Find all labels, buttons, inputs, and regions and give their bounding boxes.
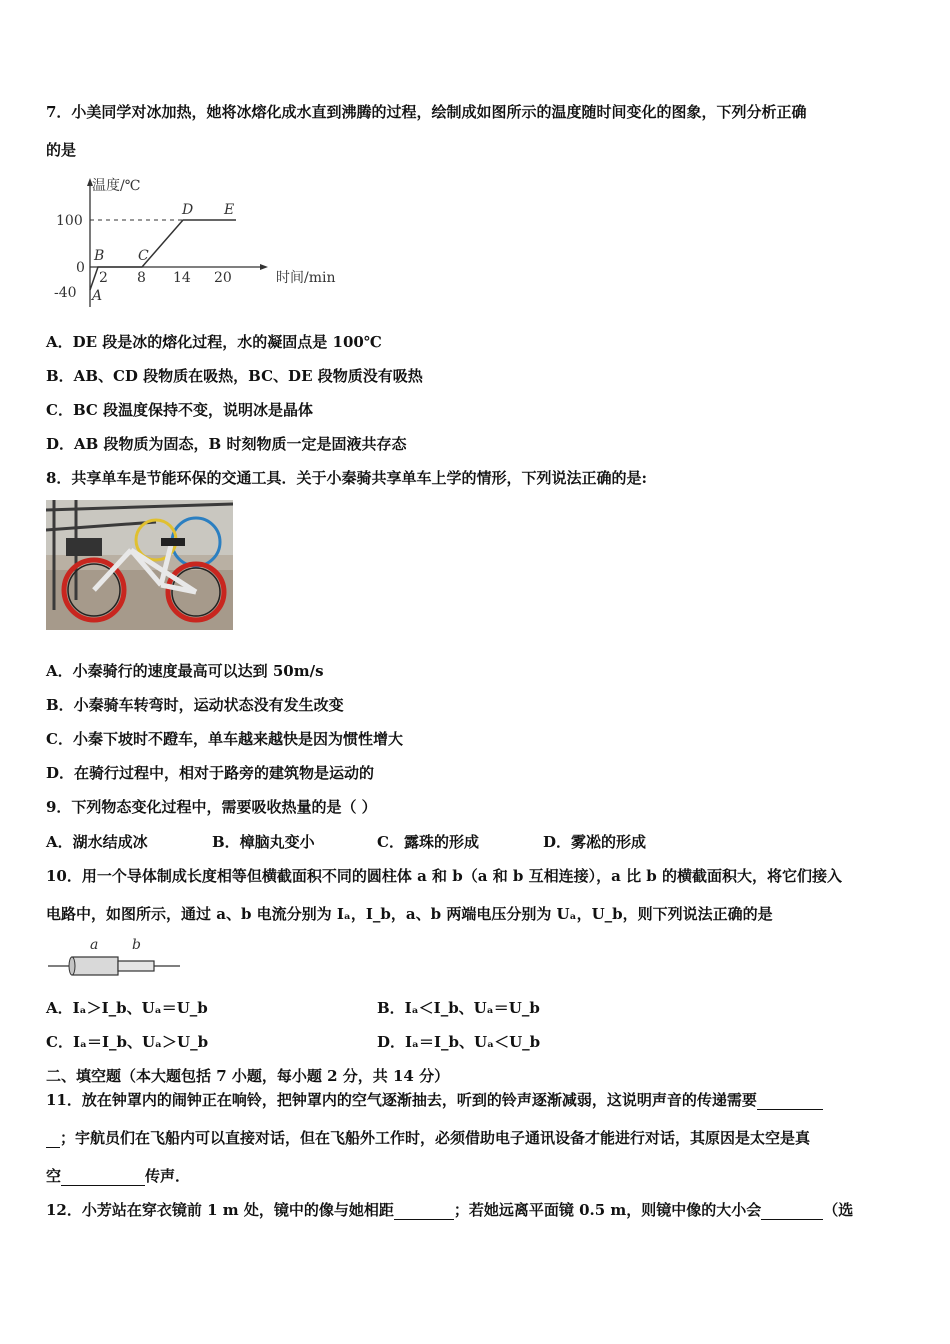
y-tick-100: 100 bbox=[56, 213, 83, 229]
q7-option-d[interactable]: D．AB 段物质为固态，B 时刻物质一定是固液共存态 bbox=[46, 435, 407, 453]
x-axis-arrow bbox=[260, 264, 268, 270]
y-tick-neg40: -40 bbox=[54, 285, 77, 301]
point-c-label: C bbox=[138, 248, 149, 264]
x-tick-14: 14 bbox=[173, 270, 191, 286]
q11-blank1[interactable] bbox=[757, 1095, 823, 1110]
x-tick-20: 20 bbox=[214, 270, 232, 286]
y-tick-0: 0 bbox=[76, 260, 85, 276]
point-a-label: A bbox=[92, 288, 103, 304]
q9-stem: 9．下列物态变化过程中，需要吸收热量的是（ ） bbox=[46, 798, 377, 816]
q10-option-a[interactable]: A．Iₐ＞I_b、Uₐ＝U_b bbox=[46, 999, 208, 1017]
section-2-heading: 二、填空题（本大题包括 7 小题，每小题 2 分，共 14 分） bbox=[46, 1067, 450, 1085]
label-a: a bbox=[90, 937, 99, 953]
conductor-diagram bbox=[46, 935, 186, 985]
cylinder-b bbox=[118, 961, 154, 971]
q8-stem: 8．共享单车是节能环保的交通工具．关于小秦骑共享单车上学的情形，下列说法正确的是: bbox=[46, 469, 647, 487]
label-b: b bbox=[132, 937, 141, 953]
point-e-label: E bbox=[224, 202, 235, 218]
q11-text3b: 传声． bbox=[145, 1167, 191, 1185]
q7-option-a[interactable]: A．DE 段是冰的熔化过程，水的凝固点是 100℃ bbox=[46, 333, 382, 351]
x-axis-label: 时间/min bbox=[276, 270, 336, 286]
q9-option-c[interactable]: C．露珠的形成 bbox=[377, 833, 479, 851]
shared-bike-photo bbox=[46, 500, 233, 630]
cylinder-a bbox=[72, 957, 118, 975]
q12-text2: ；若她远离平面镜 0.5 m，则镜中像的大小会 bbox=[453, 1201, 762, 1219]
temperature-time-graph bbox=[46, 172, 336, 312]
point-d-label: D bbox=[182, 202, 194, 218]
q7-option-c[interactable]: C．BC 段温度保持不变，说明冰是晶体 bbox=[46, 401, 314, 419]
q8-option-b[interactable]: B．小秦骑车转弯时，运动状态没有发生改变 bbox=[46, 696, 344, 714]
q11-line2 bbox=[46, 1128, 810, 1148]
q10-option-c[interactable]: C．Iₐ＝I_b、Uₐ＞U_b bbox=[46, 1033, 209, 1051]
q11-blank1-continued[interactable] bbox=[46, 1133, 60, 1148]
q11-blank2[interactable] bbox=[61, 1171, 145, 1186]
q7-stem-line2: 的是 bbox=[46, 141, 77, 159]
point-b-label: B bbox=[94, 248, 105, 264]
q11-line3 bbox=[46, 1166, 190, 1186]
q9-option-a[interactable]: A．湖水结成冰 bbox=[46, 833, 148, 851]
x-tick-2: 2 bbox=[99, 270, 108, 286]
q11-text3a: 空 bbox=[46, 1167, 62, 1185]
q8-option-a[interactable]: A．小秦骑行的速度最高可以达到 50m/s bbox=[46, 662, 324, 680]
q10-stem-line2: 电路中，如图所示，通过 a、b 电流分别为 Iₐ，I_b，a、b 两端电压分别为 Uₐ，U_b，则下列说法正确的是 bbox=[46, 905, 773, 923]
q11-text2: ；宇航员们在飞船内可以直接对话，但在飞船外工作时，必须借助电子通讯设备才能进行对话，其原因是太空是真 bbox=[60, 1129, 811, 1147]
q10-stem-line1: 10．用一个导体制成长度相等但横截面积不同的圆柱体 a 和 b（a 和 b 互相连接），a 比 b 的横截面积大，将它们接入 bbox=[46, 867, 843, 885]
q7-option-b[interactable]: B．AB、CD 段物质在吸热，BC、DE 段物质没有吸热 bbox=[46, 367, 423, 385]
q7-stem-line1: 7．小美同学对冰加热，她将冰熔化成水直到沸腾的过程，绘制成如图所示的温度随时间变化的图象，下列分析正确 bbox=[46, 103, 807, 121]
q12-text1: 12．小芳站在穿衣镜前 1 m 处，镜中的像与她相距 bbox=[46, 1201, 394, 1219]
q12-text3: （选 bbox=[823, 1201, 854, 1219]
x-tick-8: 8 bbox=[137, 270, 146, 286]
q10-option-b[interactable]: B．Iₐ＜I_b、Uₐ＝U_b bbox=[377, 999, 540, 1017]
q12-blank2[interactable] bbox=[761, 1205, 823, 1220]
q11-line1 bbox=[46, 1090, 823, 1110]
q8-option-c[interactable]: C．小秦下坡时不蹬车，单车越来越快是因为惯性增大 bbox=[46, 730, 403, 748]
q9-option-d[interactable]: D．雾凇的形成 bbox=[543, 833, 647, 851]
q12-blank1[interactable] bbox=[394, 1205, 454, 1220]
q12-line1 bbox=[46, 1200, 853, 1220]
q9-option-b[interactable]: B．樟脑丸变小 bbox=[212, 833, 315, 851]
y-axis-label: 温度/℃ bbox=[92, 178, 141, 194]
q8-option-d[interactable]: D．在骑行过程中，相对于路旁的建筑物是运动的 bbox=[46, 764, 375, 782]
q10-option-d[interactable]: D．Iₐ＝I_b、Uₐ＜U_b bbox=[377, 1033, 541, 1051]
q11-text1: 11．放在钟罩内的闹钟正在响铃，把钟罩内的空气逐渐抽去，听到的铃声逐渐减弱，这说明声音的传递需要 bbox=[46, 1091, 757, 1109]
